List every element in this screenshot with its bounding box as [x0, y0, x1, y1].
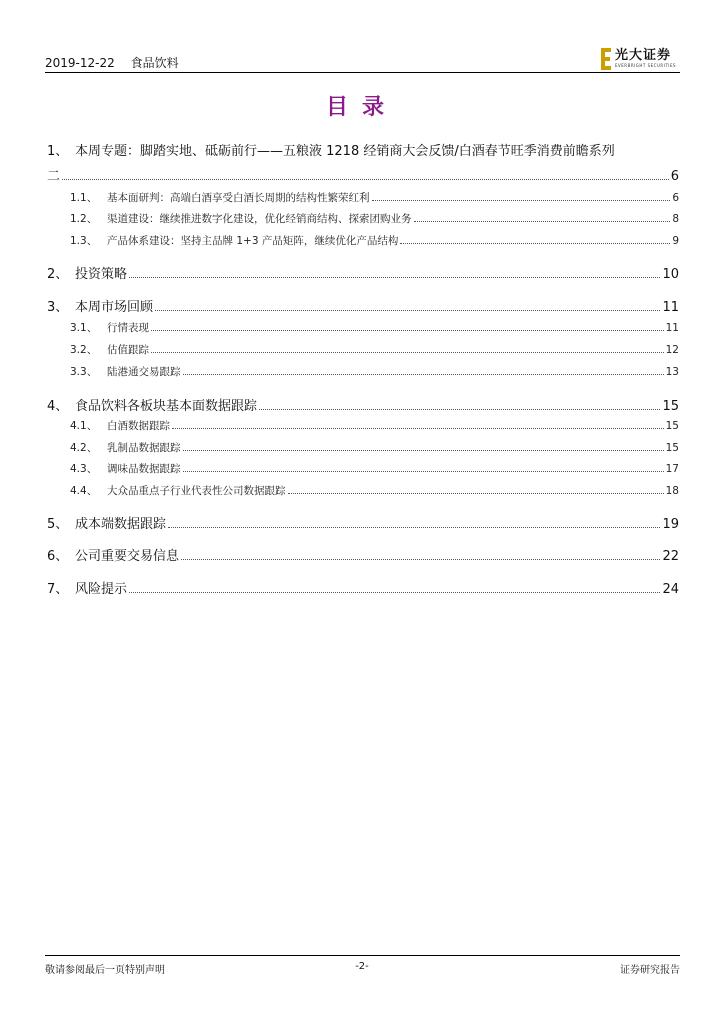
- toc-number: 1、: [47, 144, 69, 159]
- toc-text[interactable]: 基本面研判：高端白酒享受白酒长周期的结构性繁荣红利: [107, 192, 370, 204]
- toc-page: 22: [662, 549, 679, 564]
- toc-text[interactable]: 本周市场回顾: [75, 300, 154, 315]
- toc-page: 15: [665, 420, 679, 432]
- dot-leader: [155, 310, 660, 311]
- toc-number: 4.2、: [70, 442, 98, 454]
- footer-disclaimer: 敬请参阅最后一页特别声明: [45, 965, 165, 976]
- toc-number: 1.2、: [70, 213, 98, 225]
- company-logo: [601, 47, 676, 71]
- toc-entry-4-2[interactable]: [70, 440, 679, 455]
- toc-page: 19: [662, 517, 679, 532]
- toc-entry-1-1[interactable]: [70, 190, 679, 205]
- toc-entry-5[interactable]: [47, 513, 679, 532]
- toc-text[interactable]: 食品饮料各板块基本面数据跟踪: [75, 399, 258, 414]
- toc-entry-7[interactable]: [47, 578, 679, 597]
- toc-number: 4.3、: [70, 463, 98, 475]
- toc-text[interactable]: 行情表现: [107, 322, 149, 334]
- toc-text[interactable]: 调味品数据跟踪: [107, 463, 181, 475]
- toc-number: 3.3、: [70, 366, 98, 378]
- header-divider: [45, 72, 680, 73]
- toc-text[interactable]: 投资策略: [75, 267, 128, 282]
- toc-text[interactable]: 产品体系建设：坚持主品牌 1+3 产品矩阵，继续优化产品结构: [107, 235, 399, 247]
- toc-entry-1-3[interactable]: [70, 233, 679, 248]
- dot-leader: [129, 592, 660, 593]
- toc-page: 8: [672, 213, 679, 225]
- toc-entry-3-1[interactable]: [70, 320, 679, 335]
- dot-leader: [151, 330, 664, 331]
- toc-entry-1-line2[interactable]: [47, 165, 679, 184]
- toc-number: 3.1、: [70, 322, 98, 334]
- toc-page: 24: [662, 582, 679, 597]
- toc-page: 6: [670, 169, 679, 184]
- dot-leader: [288, 493, 664, 494]
- toc-entry-4-4[interactable]: [70, 483, 679, 498]
- toc-text-continued[interactable]: 二: [47, 169, 61, 184]
- dot-leader: [62, 179, 669, 180]
- toc-number: 3.2、: [70, 344, 98, 356]
- toc-number: 4.1、: [70, 420, 98, 432]
- dot-leader: [372, 200, 671, 201]
- toc-page: 15: [665, 442, 679, 454]
- dot-leader: [151, 352, 664, 353]
- toc-page: 18: [665, 485, 679, 497]
- page-number: -2-: [355, 961, 369, 972]
- dot-leader: [129, 277, 660, 278]
- logo-text: 光大证券: [615, 48, 672, 63]
- toc-number: 7、: [47, 582, 69, 597]
- dot-leader: [168, 527, 660, 528]
- sector-label: 食品饮料: [130, 56, 179, 70]
- toc-text[interactable]: 成本端数据跟踪: [75, 517, 167, 532]
- toc-text[interactable]: 渠道建设：继续推进数字化建设，优化经销商结构、探索团购业务: [107, 213, 412, 225]
- toc-number: 4.4、: [70, 485, 98, 497]
- toc-text[interactable]: 白酒数据跟踪: [107, 420, 170, 432]
- toc-page: 6: [672, 192, 679, 204]
- footer-divider: [45, 955, 680, 956]
- toc-entry-3[interactable]: [47, 296, 679, 315]
- toc-number: 5、: [47, 517, 69, 532]
- toc-number: 1.3、: [70, 235, 98, 247]
- toc-page: 13: [665, 366, 679, 378]
- dot-leader: [400, 243, 670, 244]
- toc-text[interactable]: 风险提示: [75, 582, 128, 597]
- dot-leader: [183, 471, 664, 472]
- toc-number: 2、: [47, 267, 69, 282]
- toc-number: 1.1、: [70, 192, 98, 204]
- toc-entry-4[interactable]: [47, 395, 679, 414]
- toc-text[interactable]: 乳制品数据跟踪: [107, 442, 181, 454]
- toc-entry-3-2[interactable]: [70, 342, 679, 357]
- dot-leader: [172, 428, 664, 429]
- report-date: 2019-12-22: [45, 56, 115, 70]
- toc-entry-1-line1[interactable]: [47, 140, 679, 159]
- dot-leader: [183, 374, 664, 375]
- toc-entry-2[interactable]: [47, 263, 679, 282]
- toc-text[interactable]: 陆港通交易跟踪: [107, 366, 181, 378]
- toc-number: 6、: [47, 549, 69, 564]
- toc-page: 15: [662, 399, 679, 414]
- dot-leader: [259, 409, 660, 410]
- toc-text[interactable]: 本周专题：脚踏实地、砥砺前行——五粮液 1218 经销商大会反馈/白酒春节旺季消费前瞻系列: [75, 144, 615, 159]
- toc-text[interactable]: 大众品重点子行业代表性公司数据跟踪: [107, 485, 286, 497]
- dot-leader: [414, 221, 671, 222]
- toc-entry-4-3[interactable]: [70, 461, 679, 476]
- logo-e-icon: [601, 48, 611, 70]
- toc-entry-1-2[interactable]: [70, 211, 679, 226]
- toc-title: 目录: [325, 94, 398, 120]
- toc-page: 12: [665, 344, 679, 356]
- toc-page: 11: [662, 300, 679, 315]
- footer-report-type: 证券研究报告: [620, 965, 680, 976]
- toc-page: 9: [672, 235, 679, 247]
- toc-number: 3、: [47, 300, 69, 315]
- toc-entry-4-1[interactable]: [70, 418, 679, 433]
- dot-leader: [183, 450, 664, 451]
- toc-text[interactable]: 公司重要交易信息: [75, 549, 180, 564]
- toc-page: 11: [665, 322, 679, 334]
- page-header: [45, 54, 179, 71]
- dot-leader: [181, 559, 660, 560]
- toc-entry-6[interactable]: [47, 545, 679, 564]
- toc-text[interactable]: 估值跟踪: [107, 344, 149, 356]
- toc-page: 17: [665, 463, 679, 475]
- logo-subtext: EVERBRIGHT SECURITIES: [615, 63, 677, 68]
- toc-entry-3-3[interactable]: [70, 364, 679, 379]
- toc-number: 4、: [47, 399, 69, 414]
- toc-page: 10: [662, 267, 679, 282]
